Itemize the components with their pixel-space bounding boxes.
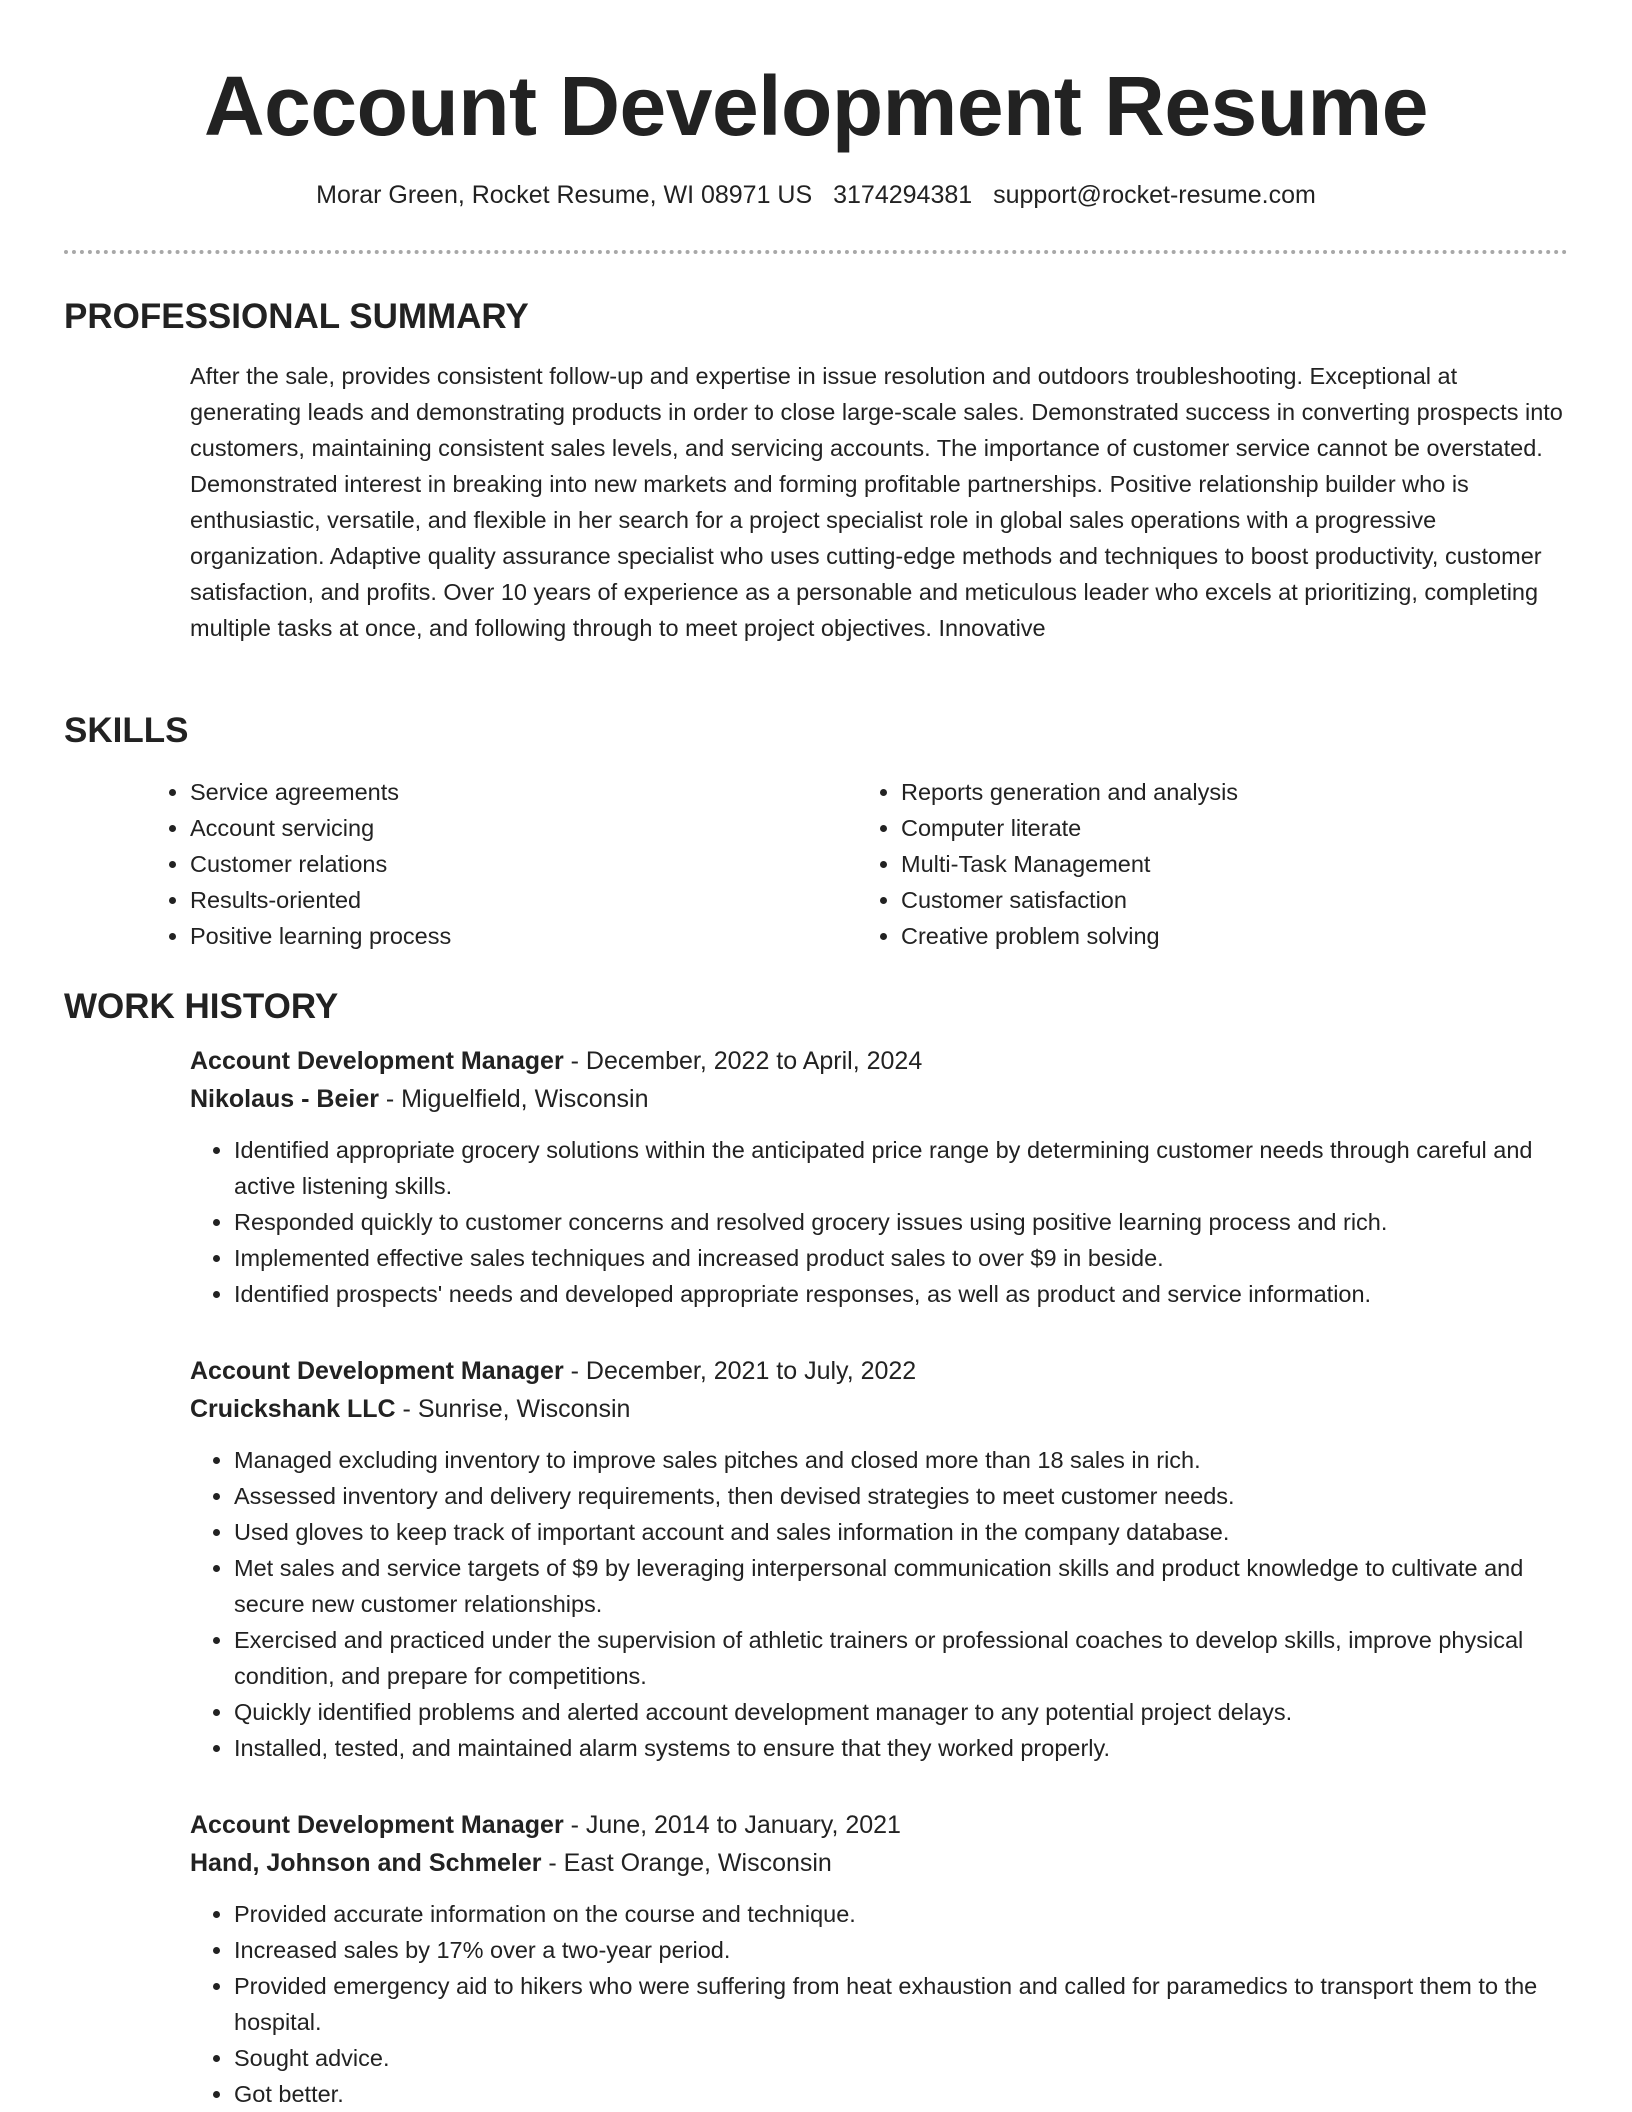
job-bullet: • Increased sales by 17% over a two-year period. xyxy=(234,1932,1568,1968)
summary-text: After the sale, provides consistent follow-up and expertise in issue resolution and outdoors troubleshooting. Exceptional at generating leads and demonstrating products in order to close large-scale sales. Demonstrated success in converting prospects into customers, maintaining consistent sales levels, and servicing accounts. The importance of customer service cannot be overstated. Demonstrated interest in breaking into new markets and forming profitable partnerships. Positive relationship builder who is enthusiastic, versatile, and flexible in her search for a project specialist role in global sales operations with a progressive organization. Adaptive quality assurance specialist who uses cutting-edge methods and techniques to boost productivity, customer satisfaction, and profits. Over 10 years of experience as a personable and meticulous leader who excels at prioritizing, completing multiple tasks at once, and following through to meet project objectives. Innovative xyxy=(190,363,1563,641)
job-company: Nikolaus - Beier xyxy=(190,1085,379,1113)
job-location: - Sunrise, Wisconsin xyxy=(395,1395,631,1423)
job-title-line xyxy=(190,1352,1568,1390)
summary-section xyxy=(64,296,1568,646)
skill-item: • Creative problem solving xyxy=(901,918,1568,954)
job-title: Account Development Manager xyxy=(190,1811,564,1839)
skills-heading: SKILLS xyxy=(64,711,189,750)
job-title-line xyxy=(190,1806,1568,1844)
skill-item: • Multi-Task Management xyxy=(901,846,1568,882)
job-dates: - December, 2022 to April, 2024 xyxy=(563,1047,923,1075)
job-entry xyxy=(190,1042,1568,1312)
skills-right-column xyxy=(857,774,1568,954)
job-bullet: • Sought advice. xyxy=(234,2040,1568,2076)
job-location: - Miguelfield, Wisconsin xyxy=(378,1085,649,1113)
resume-page xyxy=(64,0,1568,2107)
job-bullet: • Used gloves to keep track of important account and sales information in the company database. xyxy=(234,1514,1568,1550)
skill-item: • Computer literate xyxy=(901,810,1568,846)
job-bullet: • Got better. xyxy=(234,2076,1568,2112)
job-bullet: • Provided accurate information on the course and technique. xyxy=(234,1896,1568,1932)
job-company: Hand, Johnson and Schmeler xyxy=(190,1849,542,1877)
job-bullet: • Implemented effective sales techniques and increased product sales to over $9 in beside. xyxy=(234,1240,1568,1276)
job-bullets xyxy=(190,1132,1568,1312)
job-bullet: • Identified prospects' needs and developed appropriate responses, as well as product and service information. xyxy=(234,1276,1568,1312)
contact-email: support@rocket-resume.com xyxy=(993,181,1316,209)
job-location: - East Orange, Wisconsin xyxy=(541,1849,832,1877)
skill-item: • Reports generation and analysis xyxy=(901,774,1568,810)
job-title: Account Development Manager xyxy=(190,1047,564,1075)
resume-title: Account Development Resume xyxy=(204,59,1428,153)
contact-address: Morar Green, Rocket Resume, WI 08971 US xyxy=(316,181,813,209)
job-bullet: • Provided emergency aid to hikers who were suffering from heat exhaustion and called for paramedics to transport them to the hospital. xyxy=(234,1968,1568,2040)
job-entry xyxy=(190,1806,1568,2112)
work-history-heading: WORK HISTORY xyxy=(64,987,339,1026)
job-bullet: • Installed, tested, and maintained alarm systems to ensure that they worked properly. xyxy=(234,1730,1568,1766)
skills-section xyxy=(64,710,1568,954)
job-title-line xyxy=(190,1042,1568,1080)
job-company-line xyxy=(190,1390,1568,1428)
job-entry xyxy=(190,1352,1568,1766)
job-bullets xyxy=(190,1896,1568,2112)
job-bullet: • Assessed inventory and delivery requirements, then devised strategies to meet customer needs. xyxy=(234,1478,1568,1514)
job-company-line xyxy=(190,1080,1568,1118)
job-company-line xyxy=(190,1844,1568,1882)
job-bullet: • Met sales and service targets of $9 by leveraging interpersonal communication skills and product knowledge to cultivate and secure new customer relationships. xyxy=(234,1550,1568,1622)
job-bullet: • Exercised and practiced under the supervision of athletic trainers or professional coaches to develop skills, improve physical condition, and prepare for competitions. xyxy=(234,1622,1568,1694)
header-divider xyxy=(64,250,1568,254)
skill-item: • Results-oriented xyxy=(190,882,857,918)
job-bullets xyxy=(190,1442,1568,1766)
work-history-section xyxy=(64,986,1568,2112)
job-bullet: • Identified appropriate grocery solutions within the anticipated price range by determining customer needs through careful and active listening skills. xyxy=(234,1132,1568,1204)
job-bullet: • Responded quickly to customer concerns and resolved grocery issues using positive learning process and rich. xyxy=(234,1204,1568,1240)
job-title: Account Development Manager xyxy=(190,1357,564,1385)
contact-line xyxy=(64,178,1568,212)
job-bullet: • Managed excluding inventory to improve sales pitches and closed more than 18 sales in rich. xyxy=(234,1442,1568,1478)
job-dates: - December, 2021 to July, 2022 xyxy=(563,1357,917,1385)
summary-heading: PROFESSIONAL SUMMARY xyxy=(64,297,529,336)
skills-left-column xyxy=(146,774,857,954)
skill-item: • Account servicing xyxy=(190,810,857,846)
skill-item: • Customer satisfaction xyxy=(901,882,1568,918)
skill-item: • Positive learning process xyxy=(190,918,857,954)
job-dates: - June, 2014 to January, 2021 xyxy=(563,1811,901,1839)
skill-item: • Service agreements xyxy=(190,774,857,810)
skill-item: • Customer relations xyxy=(190,846,857,882)
job-company: Cruickshank LLC xyxy=(190,1395,396,1423)
contact-phone: 3174294381 xyxy=(833,181,973,209)
skills-grid xyxy=(146,774,1568,954)
job-bullet: • Quickly identified problems and alerted account development manager to any potential project delays. xyxy=(234,1694,1568,1730)
